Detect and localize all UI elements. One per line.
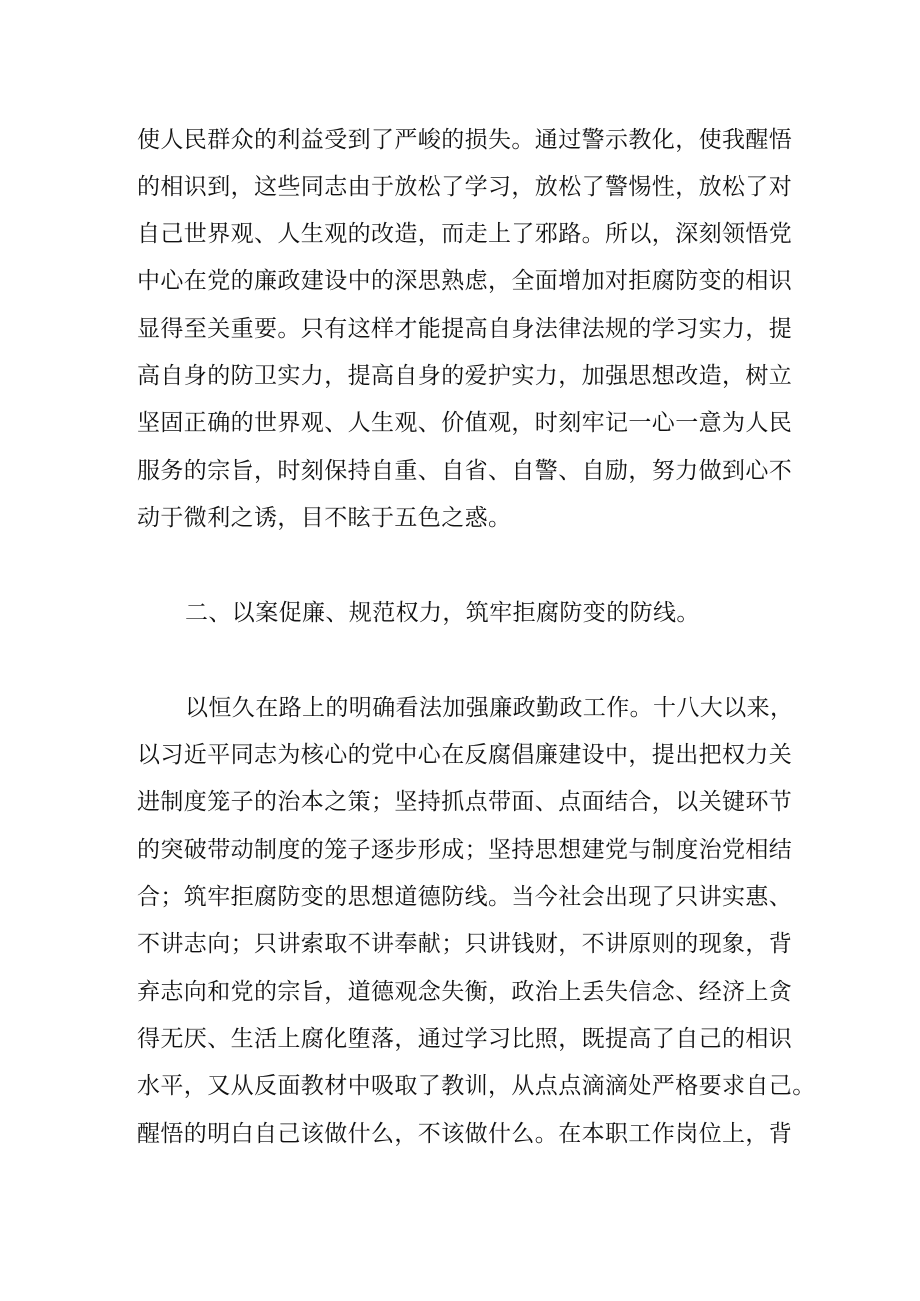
paragraph-2-line-10: 醒悟的明白自己该做什么，不该做什么。在本职工作岗位上，背: [137, 1121, 793, 1147]
paragraph-1-line-4: 中心在党的廉政建设中的深思熟虑，全面增加对拒腐防变的相识: [137, 268, 793, 294]
paragraph-1-line-8: 服务的宗旨，时刻保持自重、自省、自警、自励，努力做到心不: [137, 458, 793, 484]
paragraph-2-line-3: 进制度笼子的治本之策；坚持抓点带面、点面结合，以关键环节: [137, 789, 793, 815]
paragraph-2-line-4: 的突破带动制度的笼子逐步形成；坚持思想建党与制度治党相结: [137, 837, 793, 863]
paragraph-1-line-2: 的相识到，这些同志由于放松了学习，放松了警惕性，放松了对: [137, 174, 793, 200]
paragraph-2-line-8: 得无厌、生活上腐化堕落，通过学习比照，既提高了自己的相识: [137, 1026, 793, 1052]
paragraph-1-line-3: 自己世界观、人生观的改造，而走上了邪路。所以，深刻领悟党: [137, 221, 793, 247]
paragraph-1-line-9: 动于微利之诱，目不眩于五色之惑。: [137, 505, 512, 531]
paragraph-2-line-6: 不讲志向；只讲索取不讲奉献；只讲钱财，不讲原则的现象，背: [137, 931, 793, 957]
paragraph-1-line-1: 使人民群众的利益受到了严峻的损失。通过警示教化，使我醒悟: [137, 127, 793, 153]
paragraph-2-line-2: 以习近平同志为核心的党中心在反腐倡廉建设中，提出把权力关: [137, 742, 793, 768]
paragraph-2-line-5: 合；筑牢拒腐防变的思想道德防线。当今社会出现了只讲实惠、: [137, 884, 793, 910]
section-heading: 二、以案促廉、规范权力，筑牢拒腐防变的防线。: [185, 600, 700, 626]
paragraph-2-line-9: 水平，又从反面教材中吸取了教训，从点点滴滴处严格要求自己。: [137, 1073, 816, 1099]
paragraph-1-line-7: 坚固正确的世界观、人生观、价值观，时刻牢记一心一意为人民: [137, 410, 793, 436]
paragraph-1-line-5: 显得至关重要。只有这样才能提高自身法律法规的学习实力，提: [137, 316, 793, 342]
paragraph-2-line-7: 弃志向和党的宗旨，道德观念失衡，政治上丢失信念、经济上贪: [137, 979, 793, 1005]
paragraph-1-line-6: 高自身的防卫实力，提高自身的爱护实力，加强思想改造，树立: [137, 363, 793, 389]
paragraph-2-line-1: 以恒久在路上的明确看法加强廉政勤政工作。十八大以来，: [185, 695, 794, 721]
